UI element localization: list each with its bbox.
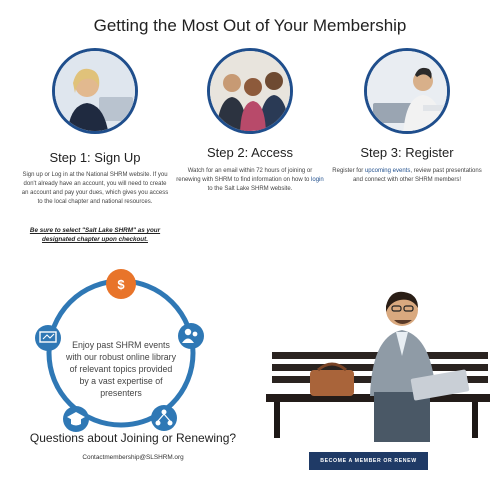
contact-line: [8, 454, 258, 461]
svg-text:$: $: [117, 277, 125, 292]
step-3-photo: [364, 48, 450, 134]
step-1-photo: [52, 48, 138, 134]
member-photo: [262, 286, 494, 444]
network-icon: [151, 405, 177, 431]
page-title: Getting the Most Out of Your Membership: [93, 16, 407, 35]
dollar-icon: [106, 269, 136, 299]
graduation-cap-icon: [63, 406, 89, 432]
ring-center-text: Enjoy past SHRM events with our robust online library of relevant topics provided by a vast expertise of presenters: [66, 340, 177, 398]
presentation-icon: [35, 325, 61, 351]
step-3-text-start: Register for: [332, 168, 364, 174]
step-3-text: [332, 167, 482, 185]
step-1-title: Step 1: Sign Up: [49, 150, 141, 165]
contact-label: Contact: [82, 454, 105, 461]
step-2-title: Step 2: Access: [207, 145, 293, 160]
step-1-text: Sign up or Log in at the National SHRM website. If you don't already have an account, you will need to create an account and pay your dues, which gives you access to the local chapter and national resources.: [21, 172, 169, 205]
step-2-photo: [207, 48, 293, 134]
step-1-note: Be sure to select "Salt Lake SHRM" as your designated chapter upon checkout.: [29, 227, 161, 243]
contact-email-link[interactable]: membership@SLSHRM.org: [104, 454, 184, 461]
become-member-button[interactable]: BECOME A MEMBER OR RENEW: [309, 452, 428, 470]
login-link[interactable]: login: [311, 177, 324, 183]
step-3-text-end: , review past presentations and connect with other SHRM members!: [352, 168, 482, 183]
upcoming-events-link[interactable]: upcoming events: [364, 168, 411, 174]
step-2-text-start: Watch for an email within 72 hours of joining or renewing with SHRM to find information on how to: [176, 168, 313, 183]
people-icon: [178, 323, 204, 349]
step-2-text-end: to the Salt Lake SHRM website.: [207, 186, 293, 192]
step-3-title: Step 3: Register: [360, 145, 454, 160]
questions-heading: Questions about Joining or Renewing?: [29, 431, 237, 445]
step-2-text: [175, 167, 325, 194]
